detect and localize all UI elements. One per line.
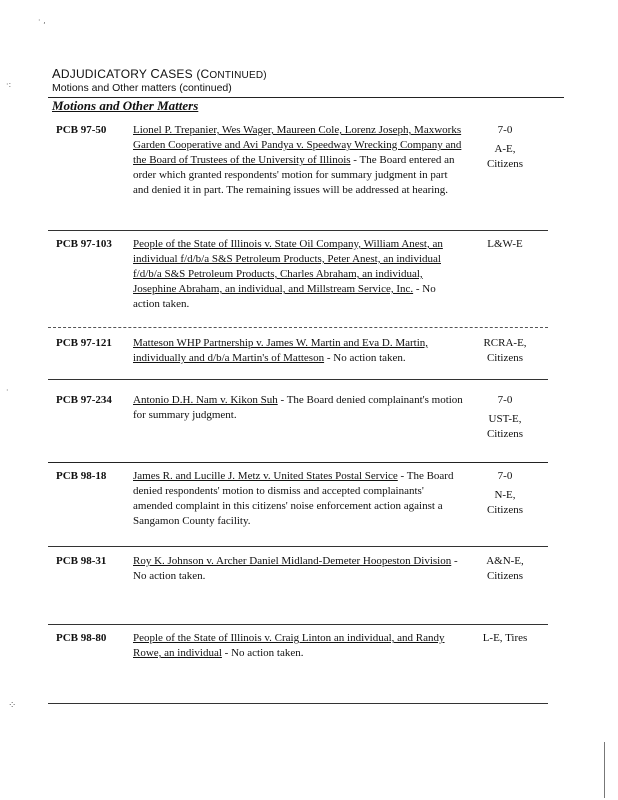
case-action: - The Board entered an order which granted respondents' motion for summary judgment in part and denied it in part. The remaining issues will be addressed at hearing.: [133, 154, 455, 196]
title-cap: A: [52, 66, 61, 81]
case-meta: [464, 393, 546, 442]
case-meta: [464, 237, 546, 252]
case-action: - No action taken.: [133, 555, 458, 582]
case-category: UST-E,: [488, 413, 522, 425]
case-meta: [464, 554, 546, 584]
case-vote: 7-0: [497, 470, 513, 482]
case-title: Lionel P. Trepanier, Wes Wager, Maureen Cole, Lorenz Joseph, Maxworks Garden Cooperative and Avi Pandya v. Speedway Wrecking Company and the Board of Trustees of the University of Illinois: [133, 124, 462, 166]
case-title: People of the State of Illinois v. Craig Linton an individual, and Randy Rowe, an individual: [133, 632, 445, 659]
case-title: People of the State of Illinois v. State Oil Company, William Anest, an individual f/d/b/a S&S Petroleum Products, Peter Anest, an individual f/d/b/a S&S Petroleum Products, Charles Abraham, an individual, Josephine Abraham, an individual, and Millstream Service, Inc.: [133, 238, 443, 295]
case-subtype: Citizens: [486, 158, 524, 170]
section-heading: Motions and Other Matters: [52, 98, 199, 113]
case-action: - No action taken.: [133, 283, 436, 310]
case-meta: [464, 123, 546, 172]
scan-speck: ⁘: [8, 700, 17, 711]
case-number: PCB 97-234: [56, 394, 112, 406]
case-meta: [464, 336, 546, 366]
case-category: N-E,: [494, 489, 516, 501]
case-category: RCRA-E,: [483, 337, 527, 349]
title-paren-rest: ONTINUED): [209, 70, 267, 81]
case-number: PCB 97-103: [56, 238, 112, 250]
title-part: ASES: [160, 67, 197, 81]
case-description: [133, 469, 463, 529]
case-action: - The Board denied respondents' motion to dismiss and accepted complainants' amended complaint in this citizens' noise enforcement action against a Sangamon County facility.: [133, 470, 454, 527]
scan-edge-line: [604, 742, 605, 798]
case-subtype: Citizens: [486, 504, 524, 516]
case-category: L-E, Tires: [482, 632, 528, 644]
title-cap: C: [150, 66, 160, 81]
case-vote: 7-0: [497, 124, 513, 136]
case-separator: [48, 327, 548, 328]
case-category: A&N-E,: [486, 555, 524, 567]
case-number: PCB 98-18: [56, 470, 107, 482]
case-separator: [48, 462, 548, 463]
case-subtype: Citizens: [486, 570, 524, 582]
case-title: Antonio D.H. Nam v. Kikon Suh: [133, 394, 278, 406]
case-title: Matteson WHP Partnership v. James W. Martin and Eva D. Martin, individually and d/b/a Martin's of Matteson: [133, 337, 429, 364]
case-description: [133, 554, 463, 584]
case-action: - No action taken.: [324, 352, 406, 364]
case-separator: [48, 546, 548, 547]
scan-speck: ·:: [6, 80, 12, 89]
case-separator: [48, 379, 548, 380]
case-meta: [464, 631, 546, 646]
case-description: [133, 123, 463, 198]
case-separator: [48, 624, 548, 625]
case-description: [133, 393, 463, 423]
case-description: [133, 336, 463, 366]
title-paren: (C: [196, 67, 210, 81]
scan-speck: ·: [6, 386, 9, 395]
scan-speck: · ‚: [38, 16, 46, 25]
case-title: James R. and Lucille J. Metz v. United States Postal Service: [133, 470, 398, 482]
case-vote: 7-0: [497, 394, 513, 406]
case-meta: [464, 469, 546, 518]
case-number: PCB 98-31: [56, 555, 107, 567]
case-category: L&W-E: [487, 238, 523, 250]
case-number: PCB 97-50: [56, 124, 107, 136]
case-description: [133, 237, 463, 312]
page-subtitle: Motions and Other matters (continued): [52, 82, 232, 94]
case-subtype: Citizens: [486, 428, 524, 440]
case-number: PCB 98-80: [56, 632, 107, 644]
case-title: Roy K. Johnson v. Archer Daniel Midland-Demeter Hoopeston Division: [133, 555, 452, 567]
case-description: [133, 631, 463, 661]
case-action: - The Board denied complainant's motion for summary judgment.: [133, 394, 463, 421]
case-action: - No action taken.: [221, 647, 304, 659]
case-subtype: Citizens: [486, 352, 524, 364]
case-separator: [48, 230, 548, 231]
case-number: PCB 97-121: [56, 337, 112, 349]
title-part: DJUDICATORY: [60, 67, 151, 81]
page-title: [52, 66, 267, 81]
case-separator: [48, 703, 548, 704]
case-category: A-E,: [494, 143, 516, 155]
